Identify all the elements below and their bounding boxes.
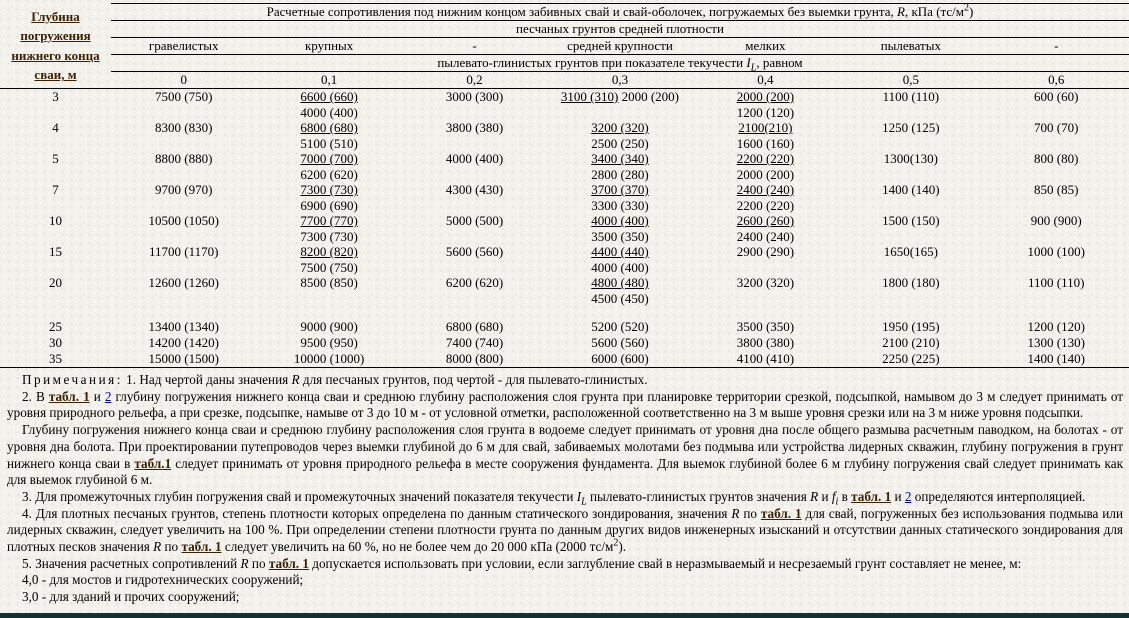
value-under-line: 2200 (220) bbox=[736, 197, 795, 213]
value-under-line: 6200 (620) bbox=[300, 166, 358, 182]
il-value-header: 0,3 bbox=[547, 72, 692, 89]
table-row bbox=[0, 89, 1129, 121]
text-segment: для песчаных грунтов, под чертой - для пылевато-глинистых. bbox=[299, 372, 648, 387]
value-under-line: 7300 (730) bbox=[300, 228, 358, 244]
text-segment: 4. Для плотных песчаных грунтов, степень плотности которых определена по данным статического зондирования, значения bbox=[22, 505, 732, 521]
resistance-value-cell: 1000 (100) bbox=[1027, 244, 1085, 259]
text-segment: ). bbox=[618, 539, 627, 555]
resistance-value-cell: 8800 (880) bbox=[155, 151, 213, 166]
value-over-line: 4800 (480) bbox=[591, 275, 649, 290]
resistance-value-cell: 700 (70) bbox=[1034, 120, 1079, 135]
il-value-header: 0,6 bbox=[984, 72, 1129, 89]
text-segment: следует увеличить на 60 %, но не более чем до 20 000 кПа (2000 тс/м bbox=[221, 539, 614, 555]
resistance-value-cell bbox=[256, 151, 401, 182]
text-segment: 4,0 - для мостов и гидротехнических сооружений; bbox=[22, 572, 304, 588]
text-segment: , кПа (тс/м bbox=[904, 4, 964, 19]
resistance-value-cell: 6200 (620) bbox=[445, 275, 504, 290]
resistance-value-cell bbox=[547, 244, 692, 275]
text-segment: и bbox=[891, 488, 905, 504]
resistance-value-cell: 4100 (410) bbox=[736, 351, 795, 366]
table-row bbox=[0, 319, 1129, 335]
note-paragraph bbox=[7, 572, 1123, 589]
text-segment: Примечания: bbox=[22, 372, 123, 387]
note-paragraph bbox=[7, 589, 1123, 606]
resistance-value-cell: 1300(130) bbox=[883, 151, 938, 166]
depth-cell: 10 bbox=[49, 213, 62, 228]
value-under-line: 6900 (690) bbox=[300, 197, 358, 213]
window-bottom-bar bbox=[0, 613, 1129, 618]
text-segment: по bbox=[161, 539, 182, 555]
resistance-value-cell: 1100 (110) bbox=[882, 89, 940, 104]
text-segment: i bbox=[835, 496, 839, 508]
value-over-line: 7000 (700) bbox=[300, 151, 358, 166]
text-segment: ) bbox=[968, 4, 974, 19]
text-segment: R bbox=[731, 505, 740, 521]
resistance-value-cell: 1500 (150) bbox=[882, 213, 940, 228]
resistance-value-cell: 3200 (320) bbox=[736, 275, 795, 290]
resistance-value-cell: 8500 (850) bbox=[300, 275, 358, 290]
text-segment: L bbox=[581, 496, 587, 508]
resistance-value-cell: 9700 (970) bbox=[155, 182, 213, 197]
value-over-line: 6600 (660) bbox=[300, 89, 358, 104]
resistance-value-cell bbox=[693, 151, 838, 182]
table-reference-link[interactable]: табл. 1 bbox=[851, 488, 892, 504]
il-values-row bbox=[0, 72, 1129, 89]
value-under-line: 4000 (400) bbox=[300, 104, 358, 120]
text-segment: 2. В bbox=[22, 388, 49, 404]
resistance-value-cell: 2100 (210) bbox=[882, 335, 940, 350]
resistance-value-cell bbox=[256, 89, 401, 121]
text-segment: L bbox=[750, 62, 757, 74]
note-paragraph bbox=[7, 372, 1123, 389]
resistance-value-cell: 1400 (140) bbox=[882, 182, 940, 197]
resistance-value-cell: 1200 (120) bbox=[1027, 319, 1085, 334]
resistance-value-cell bbox=[547, 182, 692, 213]
text-segment: и bbox=[89, 388, 105, 404]
text-segment: определяются интерполяцией. bbox=[911, 488, 1086, 504]
table-row bbox=[0, 351, 1129, 368]
value-over-line: 4000 (400) bbox=[591, 213, 649, 228]
text-segment: 1. Над чертой даны значения bbox=[122, 372, 292, 387]
depth-cell: 30 bbox=[49, 335, 62, 350]
text-segment: f bbox=[831, 488, 836, 504]
value-under-line: 1200 (120) bbox=[736, 104, 795, 120]
text-segment: и bbox=[818, 488, 832, 504]
value-over-line: 3100 (310) 2000 (200) bbox=[560, 89, 680, 104]
sand-type-header: пылеватых bbox=[838, 38, 983, 55]
resistance-value-cell: 1300 (130) bbox=[1027, 335, 1085, 350]
resistance-value-cell: 1800 (180) bbox=[882, 275, 940, 290]
resistance-value-cell: 10000 (1000) bbox=[293, 351, 365, 366]
notes bbox=[0, 368, 1129, 606]
resistance-value-cell bbox=[547, 275, 692, 319]
value-over-line: 2000 (200) bbox=[736, 89, 795, 104]
value-over-line: 8200 (820) bbox=[300, 244, 358, 259]
resistance-value-cell: 8000 (800) bbox=[445, 351, 504, 366]
clay-subheader bbox=[111, 55, 1129, 72]
note-paragraph bbox=[7, 489, 1123, 506]
resistance-value-cell: 2250 (225) bbox=[882, 351, 940, 366]
resistance-value-cell: 3000 (300) bbox=[445, 89, 504, 104]
sand-group-row bbox=[0, 21, 1129, 38]
text-segment: I bbox=[746, 55, 751, 70]
resistance-value-cell: 14200 (1420) bbox=[148, 335, 219, 350]
text-segment: 3,0 - для зданий и прочих сооружений; bbox=[22, 589, 240, 605]
resistance-value-cell bbox=[547, 120, 692, 151]
il-value-header: 0,1 bbox=[256, 72, 401, 89]
value-under-line: 2500 (250) bbox=[591, 135, 649, 151]
value-over-line: 3200 (320) bbox=[591, 120, 649, 135]
resistance-value-cell bbox=[693, 182, 838, 213]
table-row bbox=[0, 275, 1129, 319]
table-reference-link[interactable]: 2 bbox=[104, 388, 112, 404]
depth-cell: 15 bbox=[49, 244, 62, 259]
text-segment: 2 bbox=[613, 537, 619, 549]
text-segment: глубину погружения нижнего конца сваи и среднюю глубину расположения слоя грунта при планировке территории срезкой, подсыпкой, намывом до 3 м следует принимать от уровня природного рельефа, а при срезке, подсыпке, намыве от 3 до 10 м - от условной отметки, расположенной соответственно на 3 м выше уровня срезки или на 3 м ниже уровня подсыпки. bbox=[7, 388, 1124, 421]
resistance-value-cell: 11700 (1170) bbox=[148, 244, 219, 259]
table-row bbox=[0, 151, 1129, 182]
resistance-value-cell: 13400 (1340) bbox=[148, 319, 219, 334]
resistance-value-cell bbox=[547, 151, 692, 182]
resistance-value-cell: 3500 (350) bbox=[736, 319, 795, 334]
resistance-value-cell: 600 (60) bbox=[1034, 89, 1079, 104]
depth-cell: 7 bbox=[52, 182, 59, 197]
sand-type-header: гравелистых bbox=[111, 38, 256, 55]
table-reference-link[interactable]: табл. 1 bbox=[181, 539, 222, 555]
il-value-header: 0,5 bbox=[838, 72, 983, 89]
sand-types-row bbox=[0, 38, 1129, 55]
resistance-value-cell: 6800 (680) bbox=[445, 319, 504, 334]
sand-type-header: средней крупности bbox=[547, 38, 692, 55]
table-reference-link[interactable]: табл.1 bbox=[134, 455, 172, 471]
text-segment: , равном bbox=[756, 55, 803, 70]
value-over-line: 3400 (340) bbox=[591, 151, 649, 166]
resistance-value-cell: 1650(165) bbox=[883, 244, 938, 259]
value-under-line: 3500 (350) bbox=[591, 228, 649, 244]
resistance-value-cell: 7500 (750) bbox=[155, 89, 213, 104]
resistance-value-cell bbox=[256, 213, 401, 244]
text-segment: R bbox=[153, 539, 162, 555]
il-value-header: 0,4 bbox=[693, 72, 838, 89]
value-over-line: 4400 (440) bbox=[591, 244, 649, 259]
text-segment: для свай, погруженных без использования подмыва или лидерных скважин, следует увеличить на 100 %. При определении степени плотности грунта по данным других видов инженерных изысканий и отсутствии данных статического зондирования для плотных песков значения bbox=[7, 505, 1124, 555]
resistance-value-cell: 1400 (140) bbox=[1027, 351, 1085, 366]
resistance-value-cell: 5000 (500) bbox=[445, 213, 504, 228]
resistance-value-cell: 9500 (950) bbox=[300, 335, 358, 350]
sand-type-header: - bbox=[402, 38, 547, 55]
resistance-value-cell bbox=[547, 213, 692, 244]
text-segment: R bbox=[810, 488, 819, 504]
text-segment: пылевато-глинистых грунтов значения bbox=[586, 488, 811, 504]
value-over-line: 2600 (260) bbox=[736, 213, 795, 228]
resistance-value-cell: 1950 (195) bbox=[882, 319, 940, 334]
resistance-value-cell bbox=[256, 120, 401, 151]
text-segment: R bbox=[897, 4, 905, 19]
depth-cell: 3 bbox=[52, 89, 59, 104]
value-under-line: 2000 (200) bbox=[736, 166, 795, 182]
value-over-line: 7300 (730) bbox=[300, 182, 358, 197]
text-segment: Глубину погружения нижнего конца сваи и среднюю глубину расположения слоя грунта в водоеме следует принимать от уровня дна после общего размыва расчетным паводком, на болотах - от уровня дна болота. При проектировании путепроводов через выемки глубиной до 6 м для свай, забиваемых молотами без подмыва или устройства лидерных скважин, глубину погружения в грунт нижнего конца сваи в bbox=[7, 422, 1123, 471]
text-segment: Расчетные сопротивления под нижним концом забивных свай и свай-оболочек, погружаемых без выемки грунта, bbox=[266, 4, 898, 19]
value-under-line: 4000 (400) bbox=[591, 259, 649, 275]
il-value-header: 0 bbox=[111, 72, 256, 89]
text-segment: допускается использовать при условии, если заглубление свай в неразмываемый и несрезаемый грунт составляет не менее, м: bbox=[308, 555, 1022, 571]
resistance-value-cell: 800 (80) bbox=[1034, 151, 1079, 166]
value-over-line: 3700 (370) bbox=[591, 182, 649, 197]
value-under-line: 7500 (750) bbox=[300, 259, 358, 275]
value-over-line: 2200 (220) bbox=[736, 151, 795, 166]
table-row bbox=[0, 182, 1129, 213]
resistance-value-cell: 9000 (900) bbox=[300, 319, 358, 334]
table-reference-link[interactable]: табл. 1 bbox=[760, 505, 802, 521]
table-reference-link[interactable]: 2 bbox=[904, 488, 912, 504]
text-segment: 5. Значения расчетных сопротивлений bbox=[22, 555, 241, 571]
note-paragraph bbox=[7, 389, 1123, 422]
value-under-line: 2800 (280) bbox=[591, 166, 649, 182]
depth-header-link[interactable]: Глубина погружения нижнего конца сваи, м bbox=[11, 8, 100, 83]
table-title bbox=[111, 4, 1129, 21]
resistance-value-cell: 6000 (600) bbox=[591, 351, 649, 366]
resistance-value-cell: 4000 (400) bbox=[445, 151, 504, 166]
resistance-value-cell: 7400 (740) bbox=[445, 335, 504, 350]
table-row bbox=[0, 213, 1129, 244]
resistance-value-cell: 3800 (380) bbox=[736, 335, 795, 350]
resistance-value-cell bbox=[693, 89, 838, 121]
text-segment: следует принимать от уровня природного рельефа в месте сооружения фундамента. Для выемок глубиной более 6 м глубину погружения свай следует принимать как для выемок глубиной 6 м. bbox=[7, 455, 1123, 488]
text-segment: R bbox=[240, 555, 249, 571]
text-segment: по bbox=[248, 555, 269, 571]
value-under-line: 5100 (510) bbox=[300, 135, 358, 151]
value-over-line: 6800 (680) bbox=[300, 120, 358, 135]
depth-cell: 20 bbox=[49, 275, 62, 290]
table-row bbox=[0, 335, 1129, 351]
resistance-value-cell: 900 (900) bbox=[1030, 213, 1082, 228]
note-paragraph bbox=[7, 422, 1123, 489]
text-segment: в bbox=[838, 488, 852, 504]
text-segment: I bbox=[576, 488, 582, 504]
resistance-value-cell: 10500 (1050) bbox=[148, 213, 219, 228]
value-under-line: 3300 (330) bbox=[591, 197, 649, 213]
resistance-value-cell: 5200 (520) bbox=[591, 319, 649, 334]
sand-type-header: крупных bbox=[256, 38, 401, 55]
table-title-row bbox=[0, 4, 1129, 21]
note-paragraph bbox=[7, 556, 1123, 573]
resistance-value-cell bbox=[693, 120, 838, 151]
resistance-value-cell bbox=[547, 89, 692, 121]
resistance-value-cell: 3800 (380) bbox=[445, 120, 504, 135]
table-row bbox=[0, 244, 1129, 275]
resistance-value-cell: 850 (85) bbox=[1034, 182, 1079, 197]
resistance-table bbox=[0, 3, 1129, 368]
sand-type-header: - bbox=[984, 38, 1129, 55]
resistance-value-cell bbox=[693, 213, 838, 244]
value-under-line: 4500 (450) bbox=[591, 290, 649, 306]
resistance-value-cell: 15000 (1500) bbox=[148, 351, 219, 366]
resistance-value-cell: 12600 (1260) bbox=[148, 275, 219, 290]
depth-cell: 25 bbox=[49, 319, 62, 334]
value-over-line: 7700 (770) bbox=[300, 213, 358, 228]
resistance-value-cell: 4300 (430) bbox=[445, 182, 504, 197]
value-over-line: 2400 (240) bbox=[736, 182, 795, 197]
text-segment: по bbox=[739, 505, 761, 521]
resistance-value-cell bbox=[256, 244, 401, 275]
table-reference-link[interactable]: табл. 1 bbox=[268, 555, 309, 571]
value-under-line: 2400 (240) bbox=[736, 228, 795, 244]
sand-type-header: мелких bbox=[693, 38, 838, 55]
table-row bbox=[0, 120, 1129, 151]
resistance-value-cell: 2900 (290) bbox=[736, 244, 795, 259]
value-over-line: 2100(210) bbox=[738, 120, 793, 135]
resistance-value-cell bbox=[256, 182, 401, 213]
il-value-header: 0,2 bbox=[402, 72, 547, 89]
table-reference-link[interactable]: табл. 1 bbox=[48, 388, 90, 404]
depth-header-cell bbox=[0, 4, 111, 89]
text-segment: пылевато-глинистых грунтов при показателе текучести bbox=[437, 55, 747, 70]
depth-cell: 4 bbox=[52, 120, 59, 135]
value-under-line: 1600 (160) bbox=[736, 135, 795, 151]
depth-cell: 5 bbox=[52, 151, 59, 166]
text-segment: 2 bbox=[963, 2, 969, 14]
depth-cell: 35 bbox=[49, 351, 62, 366]
text-segment: R bbox=[291, 372, 300, 387]
sand-group-header: песчаных грунтов средней плотности bbox=[111, 21, 1129, 38]
resistance-value-cell: 5600 (560) bbox=[591, 335, 649, 350]
note-paragraph bbox=[7, 506, 1123, 556]
resistance-value-cell: 1100 (110) bbox=[1028, 275, 1085, 290]
clay-subheader-row bbox=[0, 55, 1129, 72]
resistance-value-cell: 5600 (560) bbox=[445, 244, 504, 259]
text-segment: 3. Для промежуточных глубин погружения свай и промежуточных значений показателя текучести bbox=[22, 488, 577, 504]
resistance-value-cell: 8300 (830) bbox=[155, 120, 213, 135]
resistance-value-cell: 1250 (125) bbox=[882, 120, 940, 135]
